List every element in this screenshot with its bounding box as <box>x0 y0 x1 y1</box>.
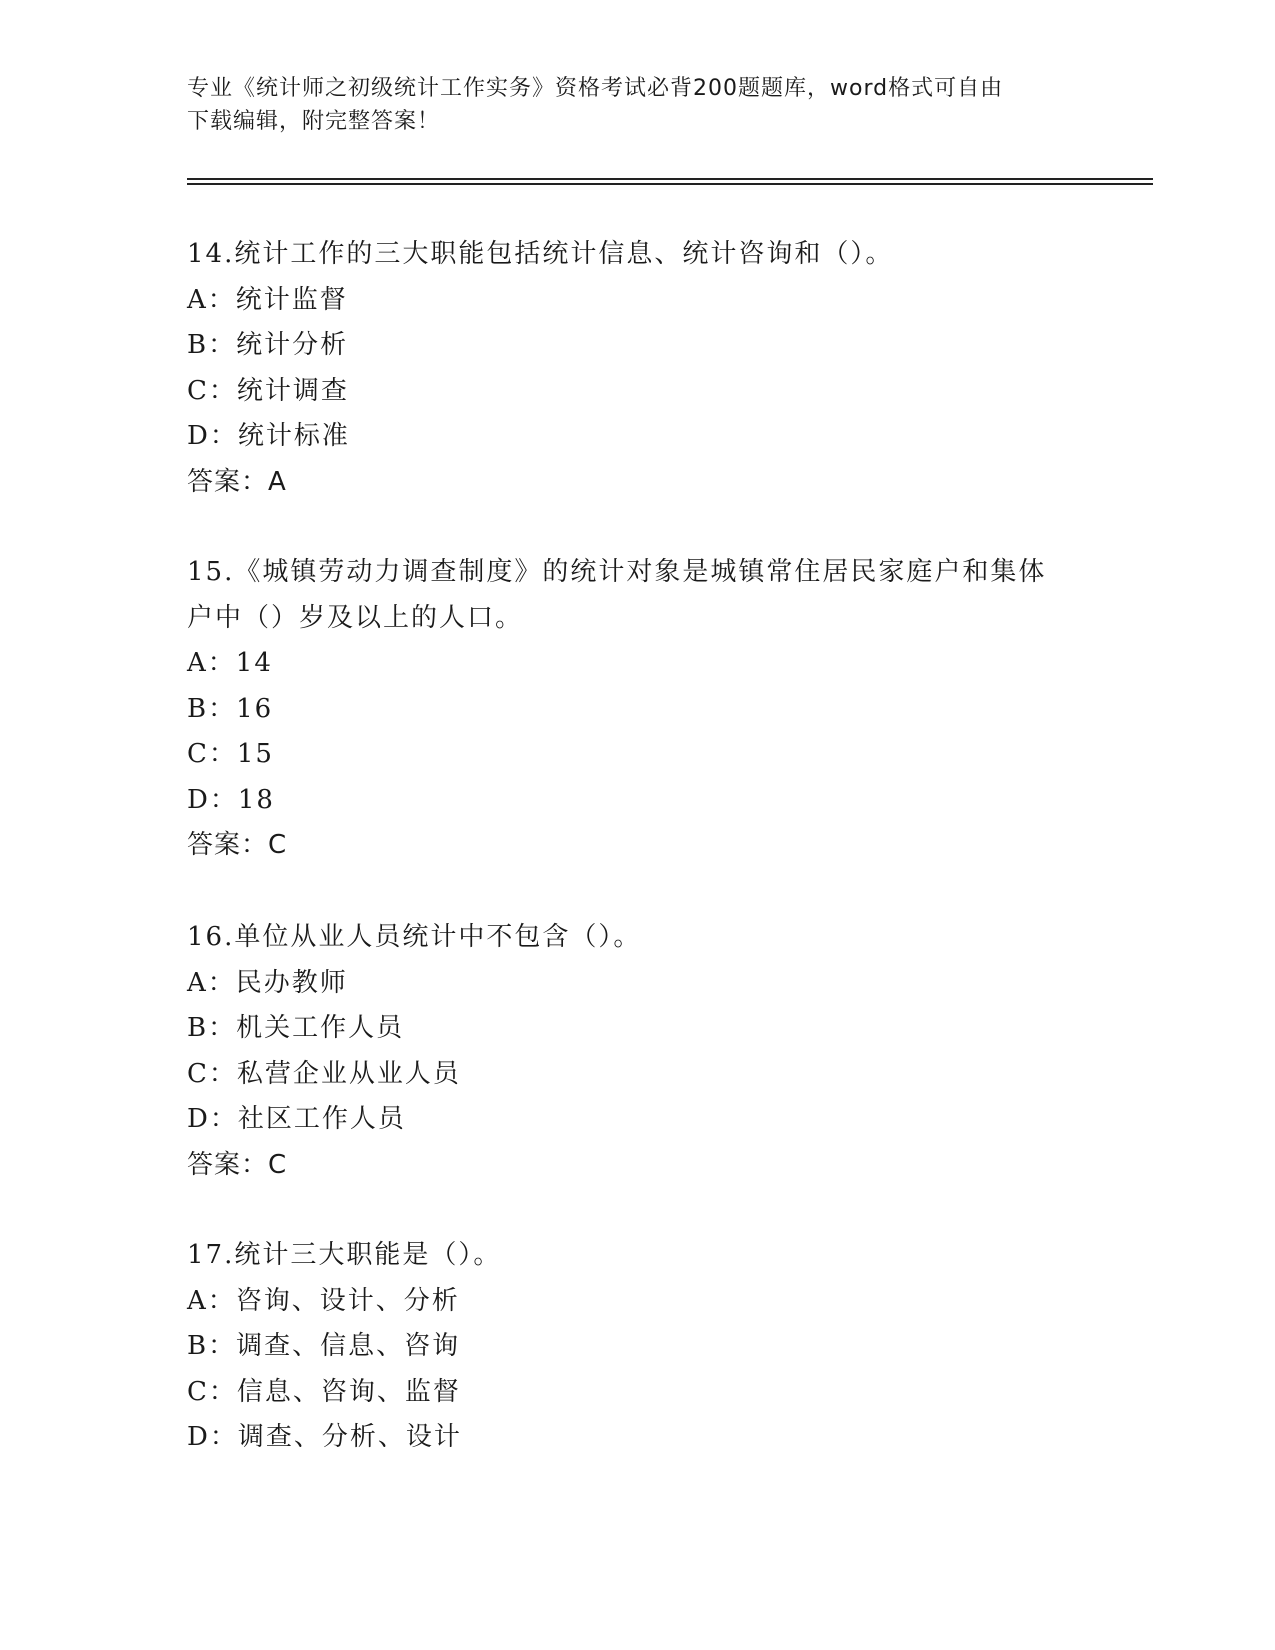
option-c: C：15 <box>187 739 274 769</box>
option-b: B：统计分析 <box>187 330 349 360</box>
answer-line: 答案：C <box>187 1149 288 1180</box>
question-block <box>187 232 1087 505</box>
option-b: B：16 <box>187 693 274 724</box>
option-c: C：统计调查 <box>187 375 349 406</box>
option-a: A：民办教师 <box>187 967 348 998</box>
option-c: C：私营企业从业人员 <box>187 1058 461 1089</box>
option-d: D：调查、分析、设计 <box>187 1422 462 1452</box>
option-a: A：统计监督 <box>187 284 348 315</box>
option-b: B：调查、信息、咨询 <box>187 1331 461 1361</box>
question-stem: 17.统计三大职能是（）。 <box>187 1240 502 1270</box>
question-stem: 15.《城镇劳动力调查制度》的统计对象是城镇常住居民家庭户和集体 <box>187 557 1047 587</box>
document-header <box>187 72 1087 138</box>
option-a: A：咨询、设计、分析 <box>187 1285 460 1316</box>
question-block <box>187 1233 1087 1461</box>
option-b: B：机关工作人员 <box>187 1013 405 1043</box>
option-c: C：信息、咨询、监督 <box>187 1376 461 1407</box>
question-block <box>187 550 1087 869</box>
question-block <box>187 915 1087 1188</box>
option-d: D：统计标准 <box>187 421 350 451</box>
option-d: D：18 <box>187 784 275 815</box>
header-divider-top <box>187 178 1153 180</box>
header-line-1: 专业《统计师之初级统计工作实务》资格考试必背200题题库，word格式可自由 <box>187 76 1004 101</box>
answer-line: 答案：C <box>187 830 288 860</box>
question-stem: 16.单位从业人员统计中不包含（）。 <box>187 922 642 952</box>
answer-line: 答案：A <box>187 466 287 497</box>
header-line-2: 下载编辑，附完整答案！ <box>187 109 441 134</box>
question-stem: 14.统计工作的三大职能包括统计信息、统计咨询和（）。 <box>187 239 894 269</box>
option-a: A：14 <box>187 648 273 678</box>
option-d: D：社区工作人员 <box>187 1104 406 1134</box>
header-divider-bottom <box>187 183 1153 185</box>
question-stem-continued: 户中（）岁及以上的人口。 <box>187 602 524 633</box>
